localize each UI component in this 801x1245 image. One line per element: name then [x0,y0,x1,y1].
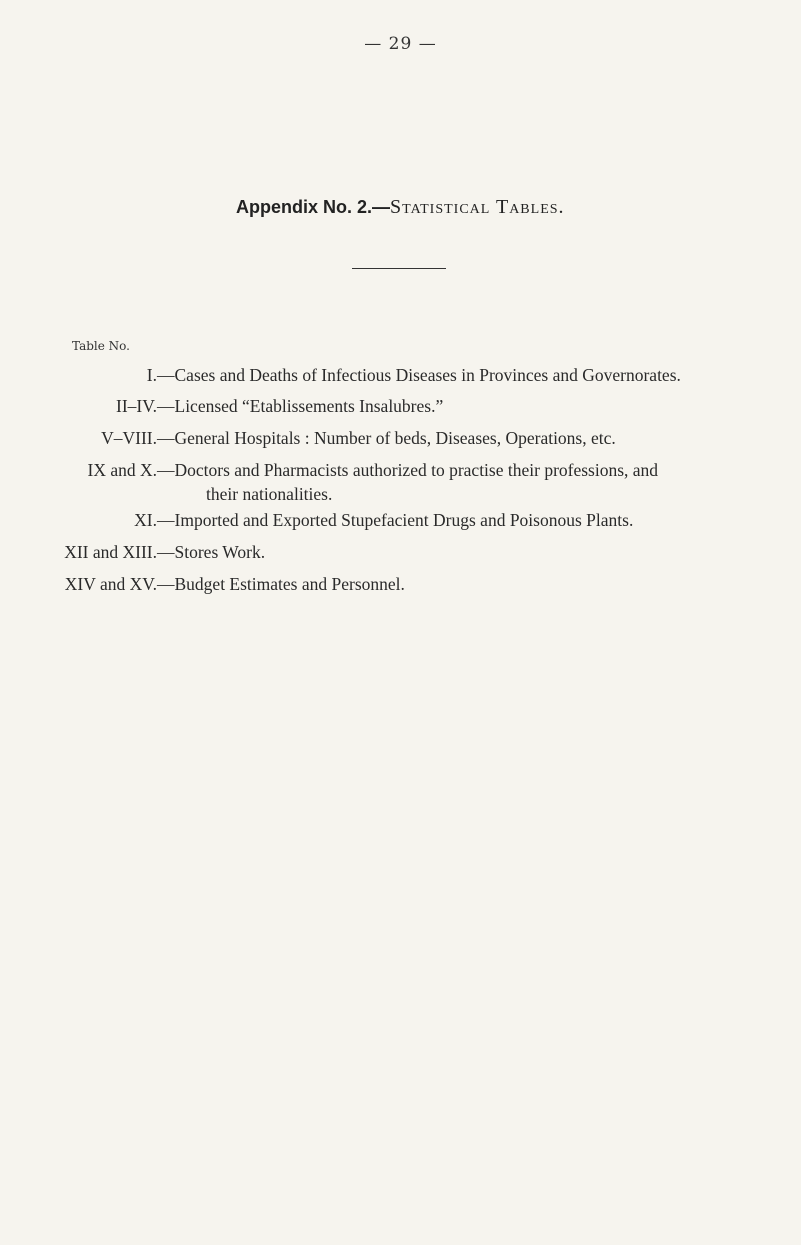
table-description: —Stores Work. [157,542,266,562]
page-number: — 29 — [364,34,437,54]
table-description: —General Hospitals : Number of beds, Diseases, Operations, etc. [157,428,616,448]
table-number: I. [146,365,157,385]
table-number-label: Table No. [72,339,130,353]
table-description: —Imported and Exported Stupefacient Drugs and Poisonous Plants. [157,510,634,530]
heading-prefix: Appendix No. 2.— [236,197,391,217]
table-number: V–VIII. [101,428,157,448]
table-number: IX and X. [87,460,157,480]
table-number: II–IV. [116,396,157,416]
table-number: XIV and XV. [64,574,157,594]
table-number: XI. [134,510,157,530]
table-description: —Doctors and Pharmacists authorized to practise their professions, and [157,460,659,480]
table-number: XII and XIII. [64,542,157,562]
heading-title: Statistical Tables. [390,196,565,218]
heading-divider [352,268,446,269]
table-description-continuation: their nationalities. [206,484,333,504]
table-description: —Budget Estimates and Personnel. [157,574,405,594]
appendix-heading [236,196,596,219]
table-description: —Licensed “Etablissements Insalubres.” [157,396,444,416]
table-description: —Cases and Deaths of Infectious Diseases in Provinces and Governorates. [157,365,681,385]
